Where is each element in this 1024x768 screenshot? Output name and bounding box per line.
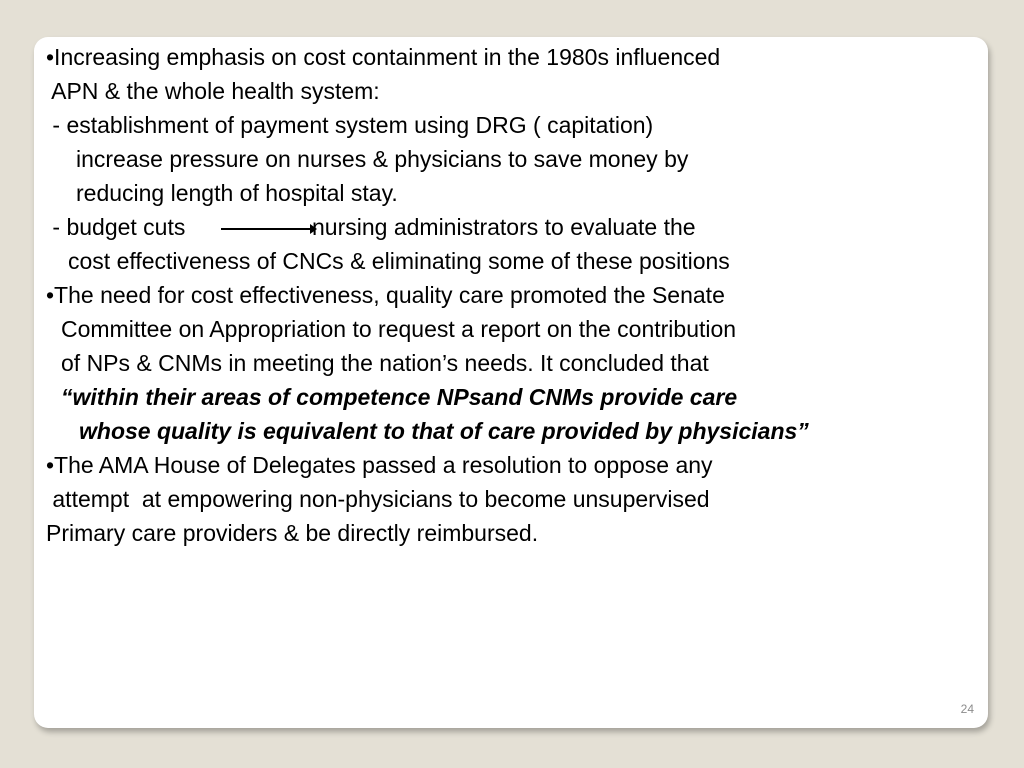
bullet-line-6: - budget cuts: [46, 214, 186, 240]
bullet-line-11: •The AMA House of Delegates passed a resolution to oppose any: [46, 452, 713, 478]
bullet-line-13: Primary care providers & be directly reimbursed.: [46, 520, 539, 546]
slide-content: [34, 37, 988, 637]
bullet-line-8: •The need for cost effectiveness, quality care promoted the Senate: [46, 282, 725, 308]
right-arrow-icon: [221, 228, 315, 230]
bullet-line-5: reducing length of hospital stay.: [76, 180, 398, 206]
bullet-line-10: of NPs & CNMs in meeting the nation’s needs. It concluded that: [61, 350, 709, 376]
bullet-line-7: cost effectiveness of CNCs & eliminating some of these positions: [68, 248, 730, 274]
page-number: 24: [960, 702, 974, 716]
bullet-line-1: •Increasing emphasis on cost containment in the 1980s influenced: [46, 44, 721, 70]
quote-line-1: “within their areas of competence NPsand CNMs provide care: [61, 384, 738, 410]
bullet-line-2: APN & the whole health system:: [46, 78, 380, 104]
bullet-line-9: Committee on Appropriation to request a report on the contribution: [61, 316, 737, 342]
bullet-line-6-cont: nursing administrators to evaluate the: [312, 214, 696, 240]
bullet-line-12: attempt at empowering non-physicians to become unsupervised: [46, 486, 710, 512]
quote-line-2: whose quality is equivalent to that of care provided by physicians”: [79, 418, 809, 444]
slide-card: [34, 37, 988, 728]
bullet-line-3: - establishment of payment system using DRG ( capitation): [46, 112, 654, 138]
bullet-line-4: increase pressure on nurses & physicians to save money by: [76, 146, 689, 172]
